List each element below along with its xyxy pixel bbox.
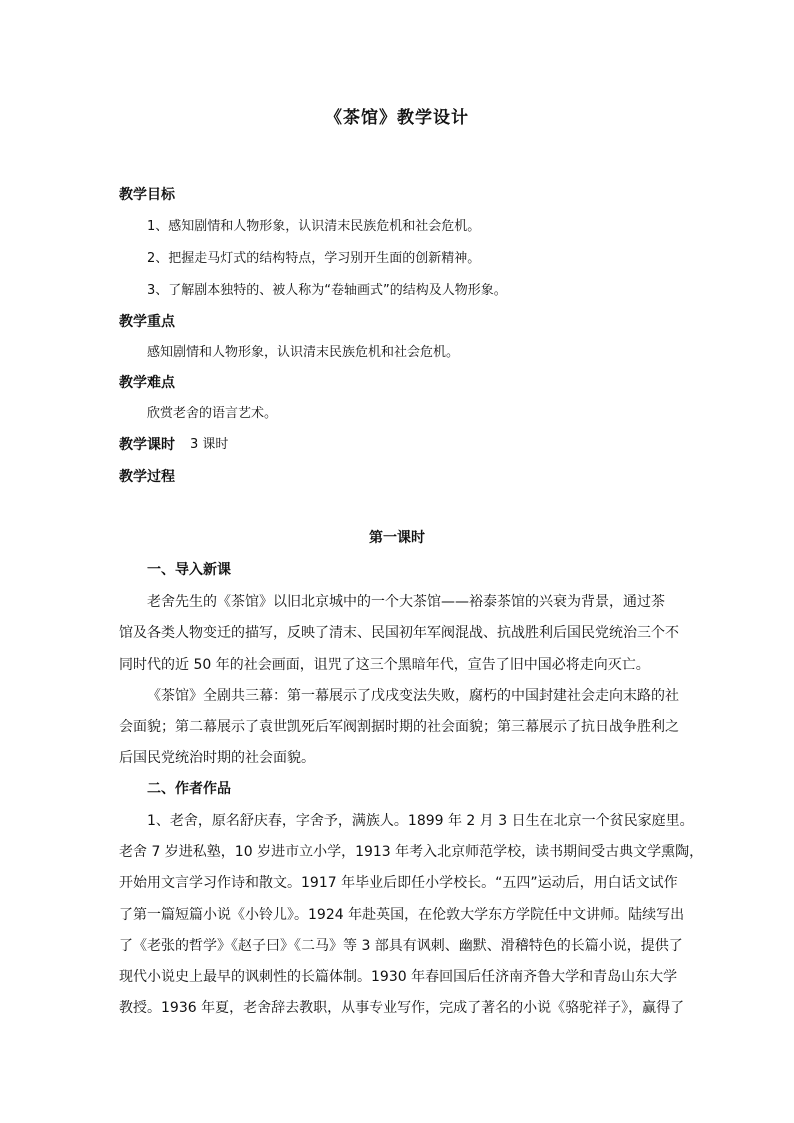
intro-para2-line1: 《茶馆》全剧共三幕：第一幕展示了戊戌变法失败，腐朽的中国封建社会走向末路的社 bbox=[147, 688, 679, 704]
author-para-line1: 1、老舍，原名舒庆春，字舍予，满族人。1899 年 2 月 3 日生在北京一个贫民家庭里。 bbox=[147, 813, 694, 829]
objective-item-2: 2、把握走马灯式的结构特点，学习别开生面的创新精神。 bbox=[147, 251, 481, 266]
difficulties-heading: 教学难点 bbox=[119, 375, 175, 391]
author-para-line2: 老舍 7 岁进私塾，10 岁进市立小学，1913 年考入北京师范学校，读书期间受古典文学熏陶， bbox=[119, 844, 704, 860]
document-title: 《茶馆》教学设计 bbox=[325, 108, 469, 128]
lesson-1-title: 第一课时 bbox=[369, 530, 425, 546]
objectives-heading: 教学目标 bbox=[119, 187, 175, 203]
intro-para2-line2: 会面貌；第二幕展示了袁世凯死后军阀割据时期的社会面貌；第三幕展示了抗日战争胜利之 bbox=[119, 719, 679, 735]
author-heading: 二、作者作品 bbox=[147, 781, 231, 797]
key-points-heading: 教学重点 bbox=[119, 314, 175, 330]
difficulties-text: 欣赏老舍的语言艺术。 bbox=[147, 406, 278, 421]
author-para-line6: 现代小说史上最早的讽刺性的长篇体制。1930 年春回国后任济南齐鲁大学和青岛山东大学 bbox=[119, 969, 678, 985]
intro-para1-line2: 馆及各类人物变迁的描写，反映了清末、民国初年军阀混战、抗战胜利后国民党统治三个不 bbox=[119, 625, 679, 641]
author-para-line7: 教授。1936 年夏，老舍辞去教职，从事专业写作，完成了著名的小说《骆驼祥子》，赢得了 bbox=[119, 1000, 685, 1016]
intro-para1-line1: 老舍先生的《茶馆》以旧北京城中的一个大茶馆——裕泰茶馆的兴衰为背景，通过茶 bbox=[147, 594, 665, 610]
author-para-line4: 了第一篇短篇小说《小铃儿》。1924 年赴英国，在伦敦大学东方学院任中文讲师。陆续写出 bbox=[119, 907, 685, 923]
intro-para2-line3: 后国民党统治时期的社会面貌。 bbox=[119, 750, 315, 766]
objective-item-1: 1、感知剧情和人物形象，认识清末民族危机和社会危机。 bbox=[147, 219, 481, 234]
author-para-line3: 开始用文言学习作诗和散文。1917 年毕业后即任小学校长。“五四”运动后，用白话文试作 bbox=[119, 875, 678, 891]
intro-heading: 一、导入新课 bbox=[147, 562, 231, 578]
objective-item-3: 3、了解剧本独特的、被人称为“卷轴画式”的结构及人物形象。 bbox=[147, 283, 507, 298]
course-hours-value: 3 课时 bbox=[190, 437, 229, 452]
intro-para1-line3: 同时代的近 50 年的社会画面，诅咒了这三个黑暗年代，宣告了旧中国必将走向灭亡。 bbox=[119, 657, 650, 673]
process-heading: 教学过程 bbox=[119, 469, 175, 485]
key-points-text: 感知剧情和人物形象，认识清末民族危机和社会危机。 bbox=[147, 345, 460, 360]
author-para-line5: 了《老张的哲学》《赵子曰》《二马》等 3 部具有讽刺、幽默、滑稽特色的长篇小说，提供了 bbox=[119, 938, 683, 954]
course-hours-label: 教学课时 bbox=[119, 437, 175, 453]
